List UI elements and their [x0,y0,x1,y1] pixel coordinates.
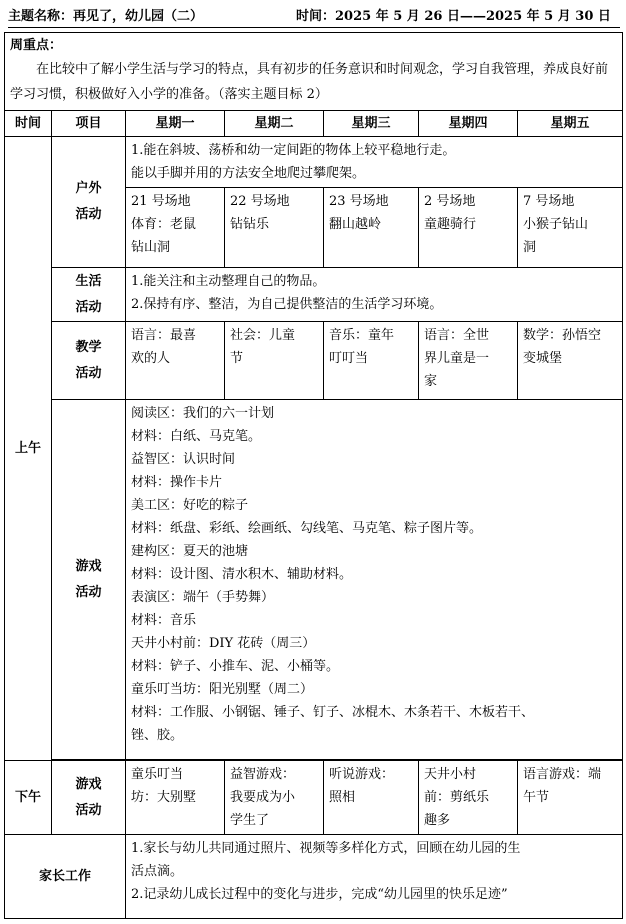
teaching-thursday: 语言：全世 界儿童是一 家 [419,322,518,400]
outdoor-tuesday: 22 号场地 钻钻乐 [225,188,324,268]
col-thursday: 星期四 [419,111,518,137]
date-range: 时间：2025 年 5 月 26 日——2025 年 5 月 30 日 [296,9,611,24]
column-header-row [5,111,623,137]
week-focus-title: 周重点： [10,38,63,53]
afternoon-thursday: 天井小村 前：剪纸乐 趣多 [419,761,518,835]
games-content: 阅读区：我们的六一计划 材料：白纸、马克笔。 益智区：认识时间 材料：操作卡片 美工区：好吃的粽子 材料：纸盘、彩纸、绘画纸、勾线笔、马克笔、粽子图片等。 建构区：夏天的池塘 材料：设计图、清水积木、辅助材料。 表演区：端午（手势舞） 材料：音乐 天井小村前：DIY 花砖（周三） 材料：铲子、小推车、泥、小桶等。 童乐叮当坊：阳光别墅（周二） 材料：工作服、小钢锯、锤子、钉子、冰棍木、木条若干、木板若干、 锉、胶。 [126,400,623,760]
col-item: 项目 [52,111,126,137]
col-monday: 星期一 [126,111,225,137]
teaching-label: 教学 活动 [52,322,126,400]
weekly-plan-table [4,32,623,919]
morning-label: 上午 [5,137,52,761]
outdoor-label: 户外 活动 [52,137,126,268]
afternoon-friday: 语言游戏：端 午节 [518,761,623,835]
afternoon-tuesday: 益智游戏： 我要成为小 学生了 [225,761,324,835]
teaching-monday: 语言：最喜 欢的人 [126,322,225,400]
teaching-wednesday: 音乐：童年 叮叮当 [324,322,419,400]
col-wednesday: 星期三 [324,111,419,137]
week-focus-text: 在比较中了解小学生活与学习的特点，具有初步的任务意识和时间观念，学习自我管理，养成良好前学习习惯，积极做好入小学的准备。（落实主题目标 2） [10,62,609,102]
outdoor-goals: 1.能在斜坡、荡桥和幼一定间距的物体上较平稳地行走。 能以手脚并用的方法安全地爬过攀爬架。 [126,137,623,188]
outdoor-thursday: 2 号场地 童趣骑行 [419,188,518,268]
life-content: 1.能关注和主动整理自己的物品。 2.保持有序、整洁，为自己提供整洁的生活学习环境。 [126,268,623,322]
parents-content: 1.家长与幼儿共同通过照片、视频等多样化方式，回顾在幼儿园的生 活点滴。 2.记录幼儿成长过程中的变化与进步，完成“幼儿园里的快乐足迹” [126,835,623,919]
afternoon-monday: 童乐叮当 坊：大别墅 [126,761,225,835]
games-label: 游戏 活动 [52,400,126,760]
col-tuesday: 星期二 [225,111,324,137]
afternoon-wednesday: 听说游戏： 照相 [324,761,419,835]
life-label: 生活 活动 [52,268,126,322]
col-friday: 星期五 [518,111,623,137]
outdoor-monday: 21 号场地 体育：老鼠 钻山洞 [126,188,225,268]
header-rule [8,27,620,28]
page-header [8,4,620,30]
teaching-friday: 数学：孙悟空 变城堡 [518,322,623,400]
theme-title: 主题名称：再见了，幼儿园（二） [8,9,204,24]
outdoor-friday: 7 号场地 小猴子钻山 洞 [518,188,623,268]
afternoon-label: 下午 [5,761,52,835]
teaching-tuesday: 社会：儿童 节 [225,322,324,400]
col-time: 时间 [5,111,52,137]
afternoon-games-label: 游戏 活动 [52,761,126,835]
parents-label: 家长工作 [5,835,126,919]
week-focus [5,33,623,111]
outdoor-wednesday: 23 号场地 翻山越岭 [324,188,419,268]
